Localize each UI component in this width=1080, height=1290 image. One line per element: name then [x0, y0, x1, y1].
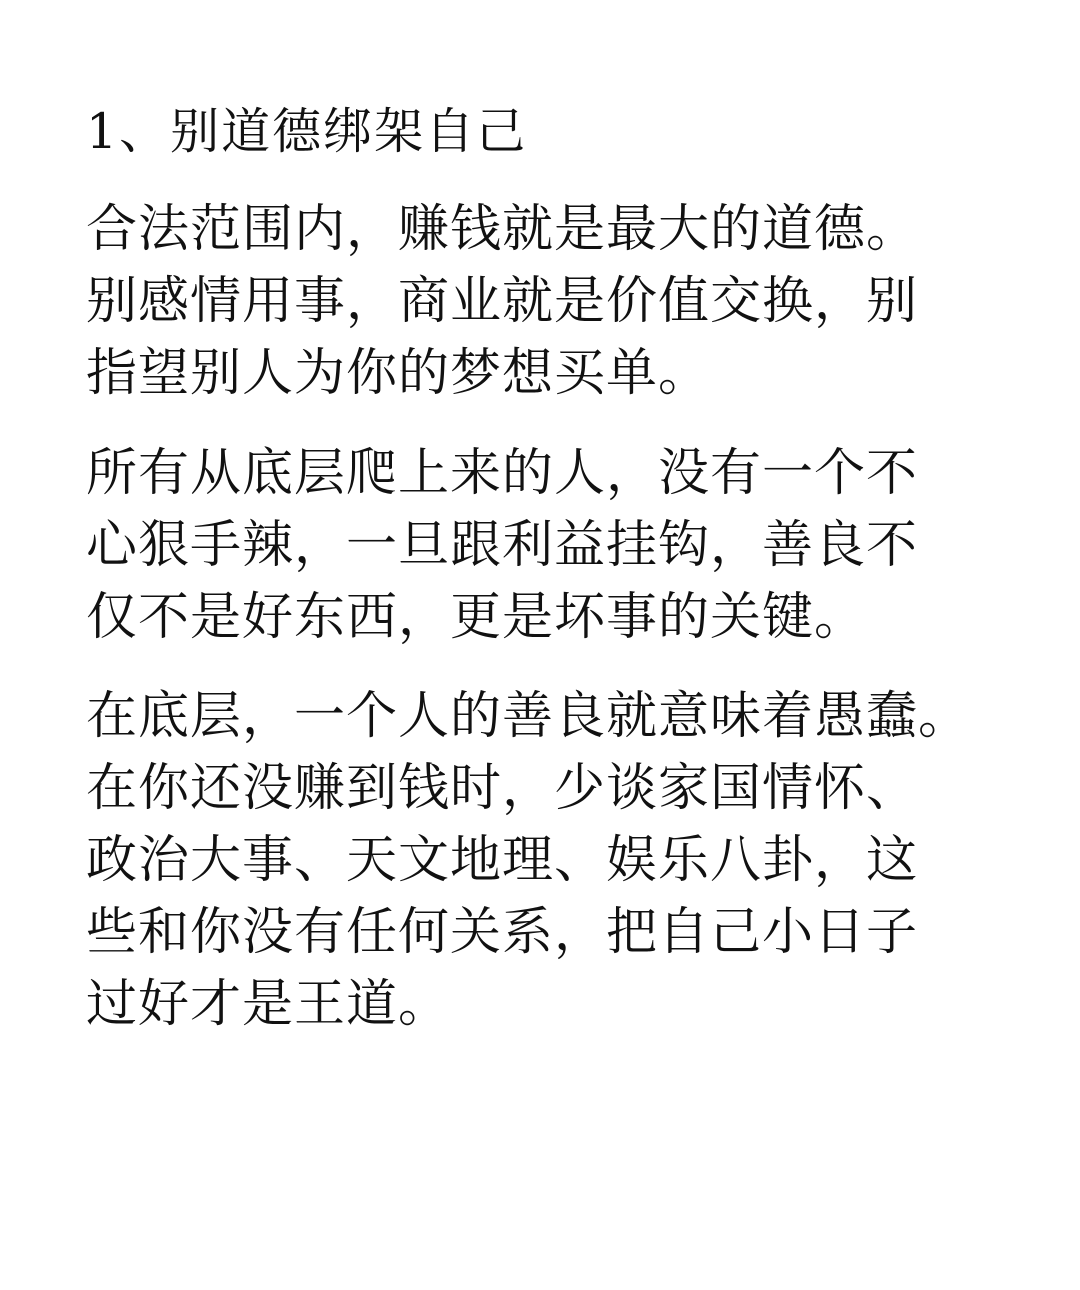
text-line: 心狠手辣，一旦跟利益挂钩，善良不 [86, 516, 919, 575]
text-line: 指望别人为你的梦想买单。 [86, 344, 711, 403]
article-body [86, 96, 1016, 1041]
text-line: 在底层，一个人的善良就意味着愚蠢。 [86, 687, 971, 746]
section-heading: 1、别道德绑架自己 [86, 103, 528, 160]
text-line: 所有从底层爬上来的人，没有一个不 [86, 444, 919, 503]
paragraph-1 [86, 194, 1016, 410]
text-line: 政治大事、天文地理、娱乐八卦，这 [86, 831, 919, 890]
paragraph-3 [86, 681, 1016, 1041]
text-line: 合法范围内，赚钱就是最大的道德。 [86, 200, 919, 259]
text-line: 别感情用事，商业就是价值交换，别 [86, 272, 919, 331]
text-line: 在你还没赚到钱时，少谈家国情怀、 [86, 759, 919, 818]
paragraph-2 [86, 438, 1016, 654]
text-line: 过好才是王道。 [86, 975, 451, 1034]
text-line: 仅不是好东西，更是坏事的关键。 [86, 588, 867, 647]
text-line: 些和你没有任何关系，把自己小日子 [86, 903, 919, 962]
